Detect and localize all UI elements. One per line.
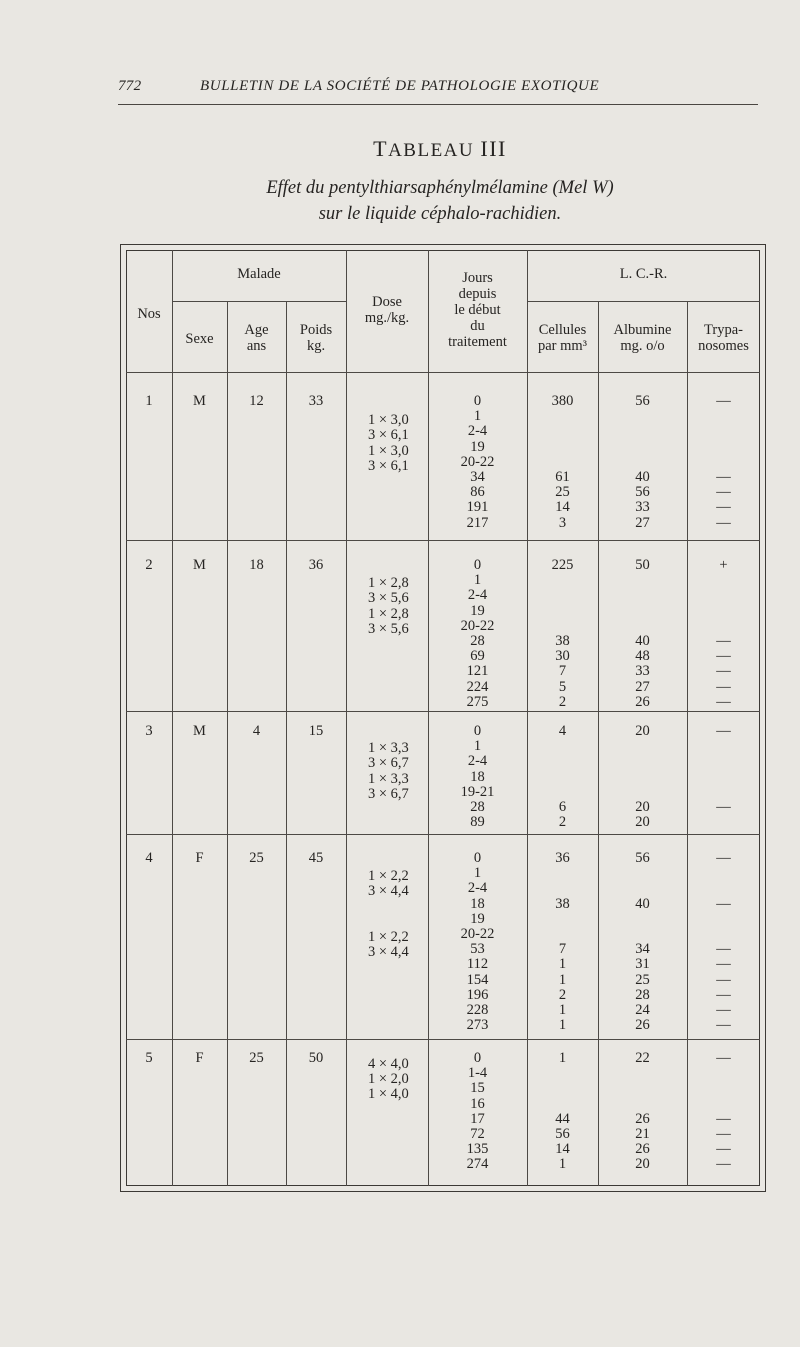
patient-sex: M: [193, 557, 206, 573]
dose-value: 4 × 4,0: [368, 1056, 409, 1072]
trypanosomes-value: —: [716, 723, 731, 739]
cells-value: 1: [558, 1017, 567, 1034]
days-value: 1: [473, 738, 482, 755]
days-value: 224: [466, 678, 489, 695]
dose-value: 3 × 6,7: [368, 785, 409, 802]
days-value: 20-22: [460, 453, 495, 470]
days-value: 28: [470, 799, 485, 815]
albumin-value: 48: [635, 648, 650, 665]
albumin-value: 26: [635, 1110, 650, 1127]
table-title-initial: T: [373, 136, 389, 161]
malade-subrule: [172, 301, 346, 302]
albumin-value: 20: [635, 1156, 650, 1173]
trypanosomes-value: —: [716, 1141, 731, 1158]
trypanosomes-value: —: [716, 499, 731, 516]
days-value: 196: [466, 986, 489, 1003]
patient-number: 1: [145, 393, 153, 409]
albumin-value: 34: [635, 941, 650, 958]
albumin-value: 26: [635, 693, 650, 710]
caption-line-1: Effet du pentylthiarsaphénylmélamine (Mel W): [266, 178, 614, 198]
cells-value: 225: [551, 557, 574, 573]
days-value: 16: [470, 1095, 485, 1112]
albumin-value: 20: [635, 814, 650, 831]
journal-title: BULLETIN DE LA SOCIÉTÉ DE PATHOLOGIE EXOTIQUE: [200, 78, 600, 94]
dose-value: 1 × 2,0: [368, 1071, 409, 1088]
days-value: 135: [466, 1141, 489, 1158]
albumin-value: 24: [635, 1002, 650, 1018]
cells-value: 14: [555, 1141, 570, 1158]
trypanosomes-value: —: [716, 895, 731, 912]
days-value: 0: [473, 1050, 482, 1066]
albumin-value: 31: [635, 956, 650, 973]
days-value: 19: [470, 602, 485, 619]
cells-value: 3: [558, 514, 567, 531]
cells-value: 1: [558, 1050, 567, 1066]
days-value: 2-4: [467, 880, 488, 897]
header-jours: Jours depuis le début du traitement: [448, 270, 507, 350]
days-value: 274: [466, 1156, 489, 1173]
trypanosomes-value: —: [716, 1002, 731, 1018]
cells-value: 1: [558, 956, 567, 973]
header-trypanosomes: Trypa- nosomes: [698, 322, 749, 354]
dose-value: 1 × 4,0: [368, 1086, 409, 1103]
col-rule: [172, 250, 173, 1186]
trypanosomes-value: —: [716, 850, 731, 866]
trypanosomes-value: —: [716, 941, 731, 958]
dose-value: 1 × 2,2: [368, 929, 409, 945]
trypanosomes-value: —: [716, 1050, 731, 1066]
header-albumine: Albumine mg. o/o: [613, 322, 672, 354]
dose-value: 3 × 5,6: [368, 590, 409, 607]
days-value: 28: [470, 633, 485, 649]
days-value: 15: [470, 1080, 485, 1097]
patient-sex: M: [193, 723, 206, 739]
dose-value: 1 × 3,0: [368, 442, 409, 459]
albumin-value: 40: [635, 469, 650, 485]
patient-weight: 15: [308, 723, 324, 739]
patient-number: 5: [145, 1050, 153, 1066]
days-value: 1: [473, 572, 482, 589]
table-title-number: III: [480, 136, 507, 161]
albumin-value: 56: [635, 850, 650, 866]
trypanosomes-value: —: [716, 633, 731, 649]
header-age: Age ans: [244, 322, 269, 354]
table-frame-inner: [126, 250, 760, 1186]
days-value: 89: [470, 814, 485, 831]
cells-value: 6: [558, 799, 567, 815]
days-value: 20-22: [460, 617, 495, 634]
trypanosomes-value: —: [716, 1156, 731, 1173]
patient-age: 25: [249, 1050, 264, 1066]
patient-weight: 36: [308, 557, 324, 573]
patient-weight: 33: [308, 393, 324, 409]
days-value: 69: [470, 648, 485, 665]
trypanosomes-value: —: [716, 393, 731, 409]
cells-value: 7: [558, 941, 567, 958]
cells-value: 14: [555, 499, 570, 516]
patient-age: 25: [249, 850, 264, 866]
trypanosomes-value: —: [716, 1126, 731, 1142]
col-rule: [428, 250, 429, 1186]
albumin-value: 40: [635, 895, 650, 912]
cells-value: 1: [558, 1156, 567, 1173]
albumin-value: 33: [635, 499, 650, 516]
trypanosomes-value: —: [716, 956, 731, 973]
cells-value: 1: [558, 971, 567, 988]
days-value: 0: [473, 393, 482, 409]
patient-sex: F: [195, 1050, 204, 1066]
table-title-word: ABLEAU: [388, 140, 475, 161]
header-lcr: L. C.-R.: [619, 266, 668, 282]
cells-value: 2: [558, 814, 567, 831]
dose-value: 1 × 2,8: [368, 605, 409, 622]
header-poids: Poids kg.: [299, 322, 333, 354]
trypanosomes-value: —: [716, 693, 731, 710]
dose-value: 1 × 3,3: [368, 770, 409, 787]
days-value: 121: [466, 663, 489, 680]
dose-value: 3 × 4,4: [368, 944, 409, 961]
albumin-value: 26: [635, 1141, 650, 1158]
dose-value: 3 × 4,4: [368, 883, 409, 900]
albumin-value: 33: [635, 663, 650, 680]
trypanosomes-value: —: [716, 1017, 731, 1034]
albumin-value: 21: [635, 1126, 650, 1142]
patient-sex: M: [193, 393, 206, 409]
running-head: [118, 78, 758, 100]
lcr-subrule: [527, 301, 760, 302]
days-value: 86: [470, 484, 485, 501]
dose-value: 1 × 2,2: [368, 868, 409, 885]
days-value: 112: [466, 956, 489, 973]
days-value: 53: [470, 941, 485, 958]
days-value: 18: [470, 895, 485, 912]
days-value: 2-4: [467, 587, 488, 604]
page-number: 772: [118, 78, 142, 94]
header-cellules: Cellules par mm³: [537, 322, 588, 354]
cells-value: 5: [558, 678, 567, 695]
days-value: 2-4: [467, 753, 488, 770]
header-malade: Malade: [237, 266, 281, 282]
header-dose: Dose mg./kg.: [364, 294, 410, 326]
header-bottom-rule: [126, 372, 760, 373]
trypanosomes-value: —: [716, 799, 731, 815]
cells-value: 38: [555, 895, 570, 912]
days-value: 0: [473, 723, 482, 739]
albumin-value: 25: [635, 971, 650, 988]
trypanosomes-value: —: [716, 678, 731, 695]
days-value: 34: [470, 469, 485, 485]
cells-value: 25: [555, 484, 570, 501]
col-rule: [346, 250, 347, 1186]
cells-value: 44: [555, 1110, 570, 1127]
header-nos: Nos: [137, 306, 161, 322]
days-value: 154: [466, 971, 489, 988]
row-separator: [126, 540, 760, 541]
days-value: 17: [470, 1110, 485, 1127]
albumin-value: 28: [635, 986, 650, 1003]
days-value: 1-4: [467, 1065, 488, 1082]
albumin-value: 20: [635, 799, 650, 815]
patient-age: 12: [249, 393, 264, 409]
days-value: 273: [466, 1017, 489, 1034]
days-value: 228: [466, 1002, 489, 1018]
days-value: 19: [470, 438, 485, 455]
dose-value: 3 × 5,6: [368, 620, 409, 637]
dose-value: 3 × 6,7: [368, 755, 409, 772]
days-value: 1: [473, 408, 482, 425]
patient-number: 4: [145, 850, 153, 866]
trypanosomes-value: —: [716, 648, 731, 665]
dose-value: 1 × 3,0: [368, 412, 409, 429]
days-value: 20-22: [460, 926, 495, 942]
patient-weight: 45: [308, 850, 324, 866]
cells-value: 7: [558, 663, 567, 680]
dose-value: 3 × 6,1: [368, 427, 409, 444]
days-value: 19: [470, 910, 485, 927]
trypanosomes-value: —: [716, 514, 731, 531]
patient-age: 18: [249, 557, 264, 573]
caption-line-2: sur le liquide céphalo-rachidien.: [318, 204, 562, 224]
patient-age: 4: [252, 723, 261, 739]
trypanosomes-value: +: [719, 557, 728, 573]
cells-value: 56: [555, 1126, 570, 1142]
patient-sex: F: [195, 850, 204, 866]
trypanosomes-value: —: [716, 1110, 731, 1127]
patient-weight: 50: [308, 1050, 324, 1066]
days-value: 275: [466, 693, 489, 710]
days-value: 19-21: [460, 783, 495, 800]
header-rule: [118, 104, 758, 105]
days-value: 72: [470, 1126, 485, 1142]
albumin-value: 26: [635, 1017, 650, 1034]
trypanosomes-value: —: [716, 971, 731, 988]
days-value: 0: [473, 557, 482, 573]
patient-number: 2: [145, 557, 153, 573]
cells-value: 36: [555, 850, 570, 866]
header-sexe: Sexe: [185, 331, 214, 347]
row-separator: [126, 711, 760, 712]
albumin-value: 22: [635, 1050, 650, 1066]
days-value: 0: [473, 850, 482, 866]
albumin-value: 56: [635, 393, 650, 409]
days-value: 217: [466, 514, 489, 531]
cells-value: 1: [558, 1002, 567, 1018]
patient-number: 3: [145, 723, 153, 739]
dose-value: 1 × 2,8: [368, 575, 409, 592]
albumin-value: 56: [635, 484, 650, 501]
albumin-value: 27: [635, 514, 650, 531]
trypanosomes-value: —: [716, 484, 731, 501]
days-value: 1: [473, 865, 482, 882]
cells-value: 380: [551, 393, 574, 409]
cells-value: 30: [555, 648, 570, 665]
dose-value: 3 × 6,1: [368, 457, 409, 474]
trypanosomes-value: —: [716, 663, 731, 680]
trypanosomes-value: —: [716, 986, 731, 1003]
cells-value: 2: [558, 693, 567, 710]
row-separator: [126, 834, 760, 835]
cells-value: 4: [558, 723, 567, 739]
days-value: 2-4: [467, 423, 488, 440]
days-value: 191: [466, 499, 489, 516]
albumin-value: 50: [635, 557, 650, 573]
row-separator: [126, 1039, 760, 1040]
days-value: 18: [470, 768, 485, 785]
cells-value: 38: [555, 633, 570, 649]
dose-value: 1 × 3,3: [368, 740, 409, 757]
albumin-value: 20: [635, 723, 650, 739]
cells-value: 61: [555, 469, 570, 485]
col-rule: [527, 250, 528, 1186]
albumin-value: 27: [635, 678, 650, 695]
albumin-value: 40: [635, 633, 650, 649]
trypanosomes-value: —: [716, 469, 731, 485]
cells-value: 2: [558, 986, 567, 1003]
table-title: [0, 136, 800, 162]
